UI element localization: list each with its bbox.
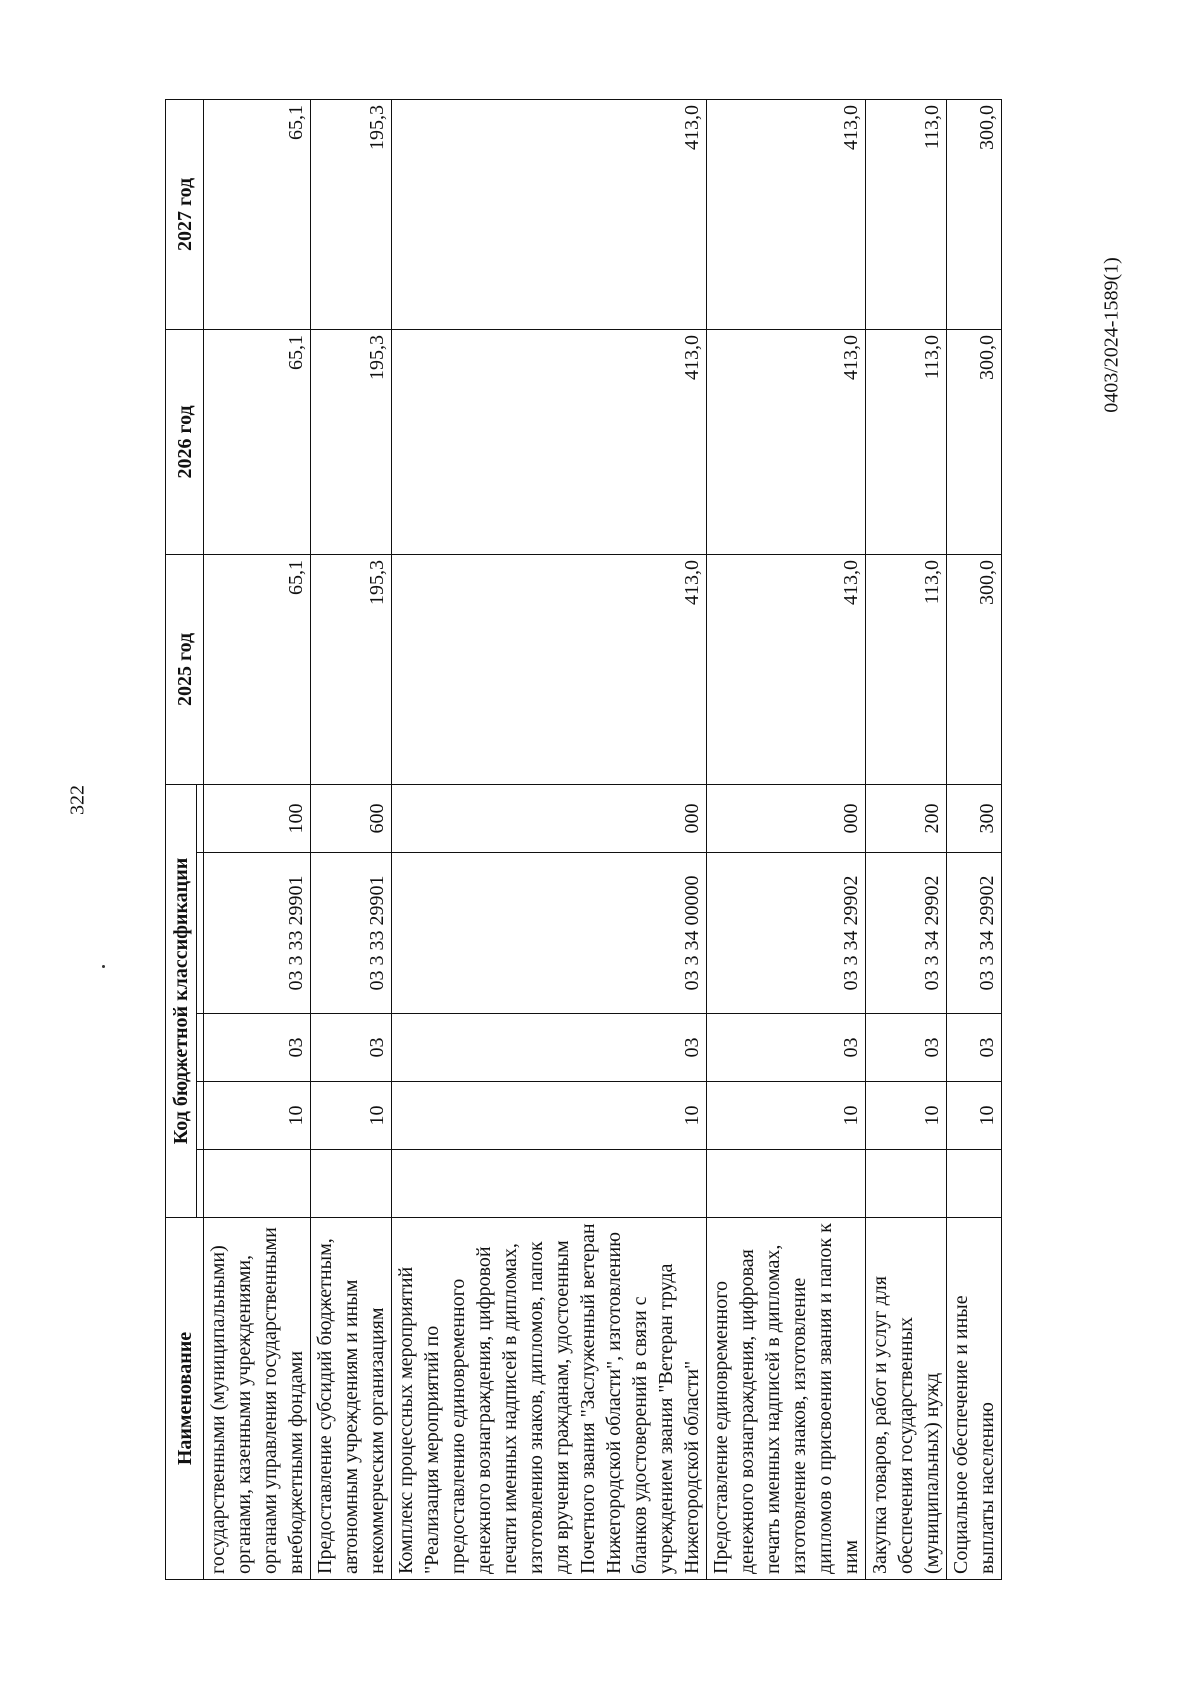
table-row: [204, 99, 311, 1579]
code-section: 10: [707, 1082, 866, 1150]
row-name: Предоставление единовременного денежного вознаграждения, цифровая печать именных надписей в дипломах, изготовление знаков, изготовление дипломов о присвоении звания и папок к ним: [707, 1218, 866, 1580]
budget-table: [165, 99, 1002, 1580]
row-name: Социальное обеспечение и иные выплаты населению: [947, 1218, 1002, 1580]
code-subsection: 03: [392, 1014, 707, 1082]
stray-dot: [102, 965, 105, 968]
header-code: Код бюджетной классификации: [166, 784, 197, 1217]
value-2027: 300,0: [947, 99, 1002, 329]
table-row: [866, 99, 947, 1579]
row-name: Комплекс процессных мероприятий "Реализация мероприятий по предоставлению единовременного денежного вознаграждения, цифровой печати именных надписей в дипломах, изготовлению знаков, дипломов, папок для вручения гражданам, удостоенным Почетного звания "Заслуженный ветеран Нижегородской области", изготовлению бланков удостоверений в связи с учреждением звания "Ветеран труда Нижегородской области": [392, 1218, 707, 1580]
code-subsection: 03: [311, 1014, 392, 1082]
value-2027: 195,3: [311, 99, 392, 329]
code-section: 10: [947, 1082, 1002, 1150]
code-target-article: 03 3 34 29902: [866, 853, 947, 1014]
code-subsection: 03: [204, 1014, 311, 1082]
value-2026: 413,0: [392, 329, 707, 554]
value-2026: 300,0: [947, 329, 1002, 554]
subheader-cell: [197, 1014, 204, 1082]
subheader-cell: [197, 784, 204, 852]
code-section: 10: [866, 1082, 947, 1150]
code-expense-type: 600: [311, 784, 392, 852]
row-name: государственными (муниципальными) органами, казенными учреждениями, органами управления государственными внебюджетными фондами: [204, 1218, 311, 1580]
value-2027: 113,0: [866, 99, 947, 329]
code-blank: [866, 1150, 947, 1218]
code-blank: [392, 1150, 707, 1218]
value-2025: 300,0: [947, 554, 1002, 784]
code-section: 10: [204, 1082, 311, 1150]
code-target-article: 03 3 33 29901: [204, 853, 311, 1014]
row-name: Закупка товаров, работ и услуг для обеспечения государственных (муниципальных) нужд: [866, 1218, 947, 1580]
table-header-row: [166, 99, 197, 1579]
code-blank: [204, 1150, 311, 1218]
rotated-table-container: [165, 100, 1045, 1580]
header-2027: 2027 год: [166, 99, 204, 329]
value-2025: 195,3: [311, 554, 392, 784]
code-blank: [707, 1150, 866, 1218]
code-subsection: 03: [707, 1014, 866, 1082]
document-code: 0403/2024-1589(1): [1100, 257, 1123, 413]
code-expense-type: 000: [707, 784, 866, 852]
table-row: [707, 99, 866, 1579]
header-2025: 2025 год: [166, 554, 204, 784]
value-2026: 113,0: [866, 329, 947, 554]
code-expense-type: 100: [204, 784, 311, 852]
value-2025: 113,0: [866, 554, 947, 784]
value-2027: 65,1: [204, 99, 311, 329]
row-name: Предоставление субсидий бюджетным, автономным учреждениям и иным некоммерческим организациям: [311, 1218, 392, 1580]
table-row: [392, 99, 707, 1579]
value-2025: 413,0: [707, 554, 866, 784]
code-expense-type: 300: [947, 784, 1002, 852]
subheader-cell: [197, 1150, 204, 1218]
code-expense-type: 200: [866, 784, 947, 852]
header-2026: 2026 год: [166, 329, 204, 554]
value-2027: 413,0: [392, 99, 707, 329]
code-target-article: 03 3 34 29902: [947, 853, 1002, 1014]
table-row: [947, 99, 1002, 1579]
code-expense-type: 000: [392, 784, 707, 852]
code-section: 10: [392, 1082, 707, 1150]
header-name: Наименование: [166, 1218, 204, 1580]
code-target-article: 03 3 34 00000: [392, 853, 707, 1014]
subheader-cell: [197, 853, 204, 1014]
table-row: [311, 99, 392, 1579]
value-2025: 65,1: [204, 554, 311, 784]
code-target-article: 03 3 33 29901: [311, 853, 392, 1014]
value-2027: 413,0: [707, 99, 866, 329]
code-target-article: 03 3 34 29902: [707, 853, 866, 1014]
subheader-cell: [197, 1082, 204, 1150]
value-2026: 195,3: [311, 329, 392, 554]
value-2026: 413,0: [707, 329, 866, 554]
value-2026: 65,1: [204, 329, 311, 554]
value-2025: 413,0: [392, 554, 707, 784]
code-subsection: 03: [866, 1014, 947, 1082]
code-section: 10: [311, 1082, 392, 1150]
code-subsection: 03: [947, 1014, 1002, 1082]
code-blank: [311, 1150, 392, 1218]
page-number: 322: [66, 785, 89, 815]
code-blank: [947, 1150, 1002, 1218]
